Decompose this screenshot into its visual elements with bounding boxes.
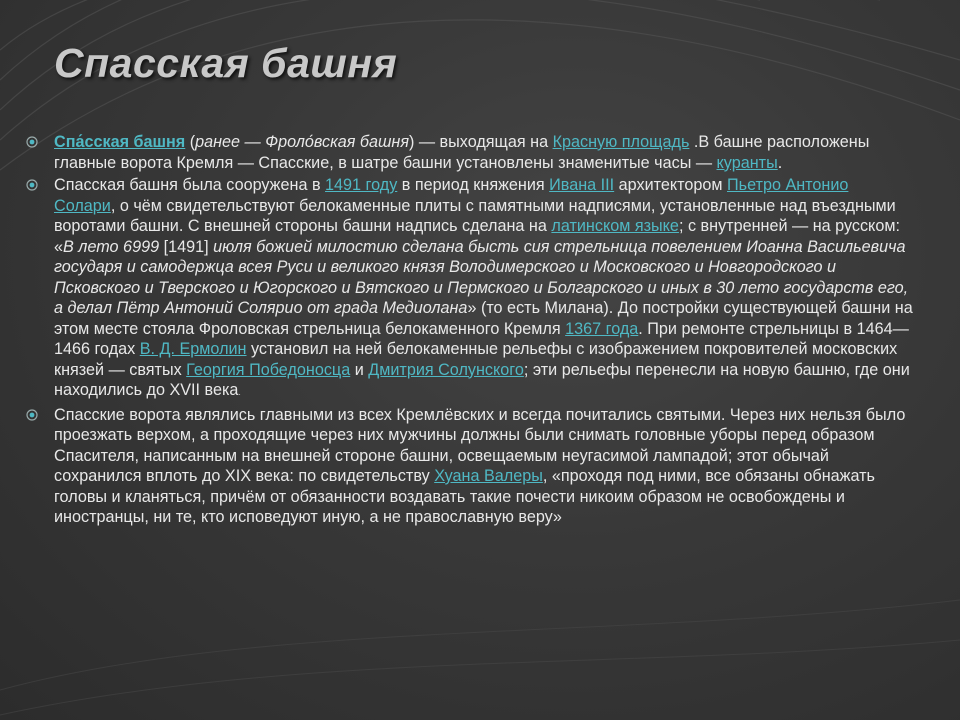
slide-body [14, 132, 914, 530]
text: , «проходя под ними, все обязаны обнажать головы и кланяться, причём от обязанности воздавать такие почести никоим образом не освобождены и иностранцы, ни те, кто исповедуют иную, а не православную веру» [54, 467, 875, 526]
text: архитектором [614, 176, 727, 194]
link-saint-george[interactable]: Георгия Победоносца [186, 360, 351, 379]
text: . [238, 387, 241, 397]
text: . При ремонте стрельницы в 1464—1466 годах [54, 319, 909, 358]
link-year-1491[interactable]: 1491 году [325, 176, 398, 194]
text: установил на ней белокаменные рельефы с изображением покровителей московских князей — святых [54, 340, 898, 379]
text: ) — выходящая на [408, 133, 553, 151]
text: Спасские ворота являлись главными из всех Кремлёвских и всегда почитались святыми. Через них нельзя было проезжать верхом, а проходящие через них мужчины должны были снимать головные уборы перед образом Спасителя, написанным на внешней стороне башни, освещаемым неугасимой лампадой; этот обычай сохранился вплоть до XIX века: по свидетельству [54, 405, 906, 485]
target-circle-icon [26, 179, 38, 191]
text: Спасская башня была сооружена в [54, 176, 326, 194]
text-italic: июля божией милостию сделана бысть сия стрельница повелением Иоанна Васильевича государя и самодержца всея Руси и великого князя Володимерского и Московского и Новгородского и Псковского и Тверского и Югорского и Вятского и Пермского и Болгарского и иных в 30 лето государств его, а делал Пётр Антоний Солярио от града Медиолана [54, 237, 909, 317]
link-chimes[interactable]: куранты [716, 153, 778, 172]
text: , о чём свидетельствуют белокаменные плиты с памятными надписями, установленные над въездными воротами башни. С внешней стороны башни надпись сделана на [54, 196, 896, 235]
target-circle-icon [26, 409, 38, 421]
link-juan-valera[interactable]: Хуана Валеры [434, 467, 543, 485]
text: ; с внутренней — на русском: « [54, 217, 900, 256]
link-pietro-solari[interactable]: Пьетро Антонио Солари [54, 176, 849, 215]
link-saint-demetrius[interactable]: Дмитрия Солунского [368, 360, 524, 379]
text: .В башне расположены главные ворота Кремля — Спасские, в шатре башни установлены знаменитые часы — [54, 133, 870, 172]
text: . [777, 153, 783, 172]
bullet-item [14, 132, 914, 173]
text-italic: В лето 6999 [63, 237, 160, 256]
text: ; эти рельефы перенесли на новую башню, где они находились до XVII века [54, 360, 910, 399]
text: » (то есть Милана). До постройки существующей башни на этом месте стояла Фроловская стрельница белокаменного Кремля [54, 299, 913, 338]
link-spasskaya-tower[interactable]: Спа́сская башня [54, 133, 186, 151]
link-red-square[interactable]: Красную площадь [552, 133, 690, 151]
bullet-item [14, 175, 914, 403]
text-italic: ранее — Фроло́вская башня [195, 133, 409, 151]
link-ermolin[interactable]: В. Д. Ермолин [139, 340, 247, 358]
target-circle-icon [26, 136, 38, 148]
link-year-1367[interactable]: 1367 года [565, 319, 639, 338]
link-latin-language[interactable]: латинском языке [551, 217, 679, 235]
text: [1491] [159, 237, 214, 256]
slide-title: Спасская башня [54, 40, 398, 86]
bullet-item [14, 405, 914, 528]
text: ( [185, 133, 196, 151]
text: и [350, 360, 369, 379]
link-ivan-iii[interactable]: Ивана III [549, 176, 615, 194]
text: в период княжения [397, 176, 550, 194]
